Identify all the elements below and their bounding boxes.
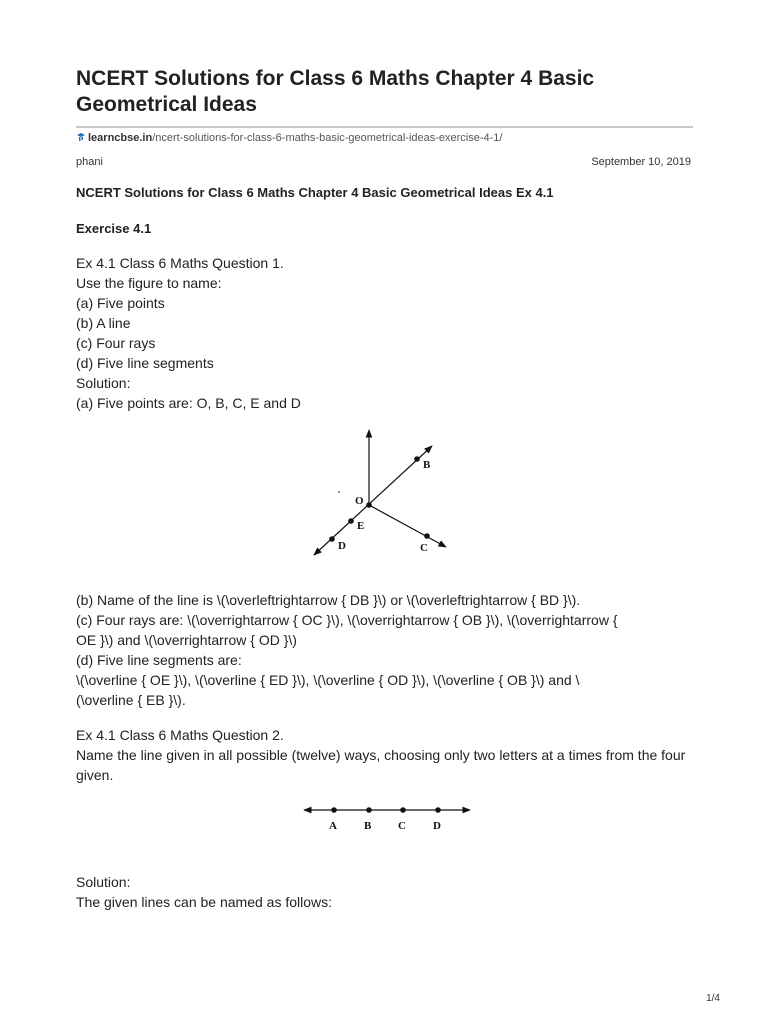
question-1-title: Ex 4.1 Class 6 Maths Question 1.: [76, 255, 284, 271]
article-heading: NCERT Solutions for Class 6 Maths Chapter 4 Basic Geometrical Ideas Ex 4.1: [76, 185, 554, 200]
figure-2-line-diagram: [300, 798, 475, 836]
title-divider: [76, 126, 693, 128]
point-c: [424, 533, 430, 539]
stray-dot: [338, 491, 340, 493]
site-logo-icon: [76, 132, 86, 142]
point-o: [366, 502, 372, 508]
label-c: C: [398, 820, 406, 832]
question-1-part-c: (c) Four rays: [76, 335, 156, 351]
source-domain[interactable]: learncbse.in: [88, 132, 153, 144]
publish-date: September 10, 2019: [591, 156, 691, 168]
solution-1-answer-a: (a) Five points are: O, B, C, E and D: [76, 395, 301, 411]
label-d: D: [338, 540, 346, 552]
question-2-prompt: Name the line given in all possible (twelve) ways, choosing only two letters at a times from the four given.: [76, 747, 686, 783]
solution-1-answer-d: (d) Five line segments are:: [76, 652, 242, 668]
question-2-block: [76, 725, 692, 785]
solution-1-answers: [76, 590, 692, 710]
question-2-title: Ex 4.1 Class 6 Maths Question 2.: [76, 727, 284, 743]
solution-1-answer-b: (b) Name of the line is \(\overleftrightarrow { DB }\) or \(\overleftrightarrow { BD }\).: [76, 592, 581, 608]
solution-1-answer-d-line1: \(\overline { OE }\), \(\overline { ED }\), \(\overline { OD }\), \(\overline { OB }\) and \: [76, 672, 580, 688]
question-1-part-b: (b) A line: [76, 315, 131, 331]
point-b: [414, 456, 420, 462]
point-a: [331, 807, 337, 813]
solution-2-label: Solution:: [76, 874, 131, 890]
author-name: phani: [76, 156, 103, 168]
figure-1-diagram: [300, 425, 460, 560]
exercise-heading: Exercise 4.1: [76, 221, 152, 236]
solution-1-answer-c-line2: OE }\) and \(\overrightarrow { OD }\): [76, 632, 297, 648]
question-1-block: [76, 253, 692, 413]
question-1-prompt: Use the figure to name:: [76, 275, 222, 291]
question-1-part-d: (d) Five line segments: [76, 355, 214, 371]
label-b: B: [364, 820, 372, 832]
point-e: [348, 518, 354, 524]
label-c: C: [420, 542, 428, 554]
solution-2-block: [76, 872, 692, 912]
solution-1-answer-d-line2: (\overline { EB }\).: [76, 692, 186, 708]
ray-oc: [369, 505, 446, 547]
point-d: [435, 807, 441, 813]
label-d: D: [433, 820, 441, 832]
point-d: [329, 536, 335, 542]
label-b: B: [423, 459, 431, 471]
source-link[interactable]: [76, 132, 502, 144]
question-1-part-a: (a) Five points: [76, 295, 165, 311]
page-title: NCERT Solutions for Class 6 Maths Chapter 4 Basic Geometrical Ideas: [76, 67, 595, 116]
solution-1-label: Solution:: [76, 375, 131, 391]
point-b: [366, 807, 372, 813]
label-a: A: [329, 820, 337, 832]
solution-2-text: The given lines can be named as follows:: [76, 894, 333, 910]
page-number: 1/4: [706, 993, 720, 1004]
source-path[interactable]: /ncert-solutions-for-class-6-maths-basic-geometrical-ideas-exercise-4-1/: [152, 132, 503, 144]
label-e: E: [357, 520, 365, 532]
point-c: [400, 807, 406, 813]
label-o: O: [355, 495, 364, 507]
solution-1-answer-c-line1: (c) Four rays are: \(\overrightarrow { OC }\), \(\overrightarrow { OB }\), \(\overrightarrow {: [76, 612, 618, 628]
